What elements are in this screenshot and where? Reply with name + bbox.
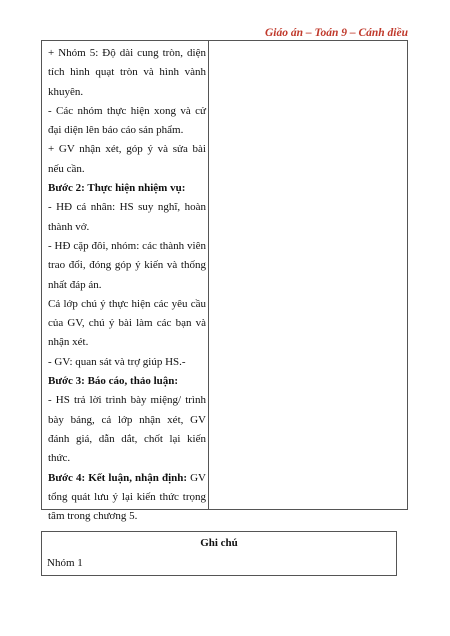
step4-title: Bước 4: Kết luận, nhận định: xyxy=(48,471,188,484)
column-divider xyxy=(208,41,209,509)
step3-title: Bước 3: Báo cáo, thảo luận: xyxy=(48,375,179,388)
step4-text: GV tổng quát lưu ý lại kiến thức trọng tâm trong chương 5. xyxy=(48,471,206,523)
step2-title: Bước 2: Thực hiện nhiệm vụ: xyxy=(48,182,186,195)
notes-table xyxy=(41,531,397,576)
step4-paragraph xyxy=(48,469,206,527)
lesson-table xyxy=(41,40,408,523)
pair-group-activity: - HĐ cặp đôi, nhóm: các thành viên trao đổi, đóng góp ý kiến và thống nhất đáp án. xyxy=(48,239,206,291)
student-report: - HS trả lời trình bày miệng/ trình bày bảng, cả lớp nhận xét, GV đánh giá, dẫn dắt, chốt lại kiến thức. xyxy=(48,394,206,465)
class-attention: Cả lớp chú ý thực hiện các yêu cầu của GV, chú ý bài làm các bạn và nhận xét. xyxy=(48,297,206,349)
notes-title: Ghi chú xyxy=(200,537,238,549)
teacher-review: + GV nhận xét, góp ý và sửa bài nếu cần. xyxy=(48,143,206,175)
individual-activity: - HĐ cá nhân: HS suy nghĩ, hoàn thành vở. xyxy=(48,201,206,233)
notes-body: Nhóm 1 xyxy=(47,557,83,569)
group5-task: + Nhóm 5: Độ dài cung tròn, diện tích hình quạt tròn và hình vành khuyên. xyxy=(48,47,206,98)
page-header-title: Giáo án – Toán 9 – Cánh diều xyxy=(264,27,408,39)
teacher-support: - GV: quan sát và trợ giúp HS.- xyxy=(48,355,186,368)
groups-report: - Các nhóm thực hiện xong và cử đại diện lên báo cáo sản phẩm. xyxy=(48,104,206,137)
activity-cell xyxy=(48,44,206,526)
